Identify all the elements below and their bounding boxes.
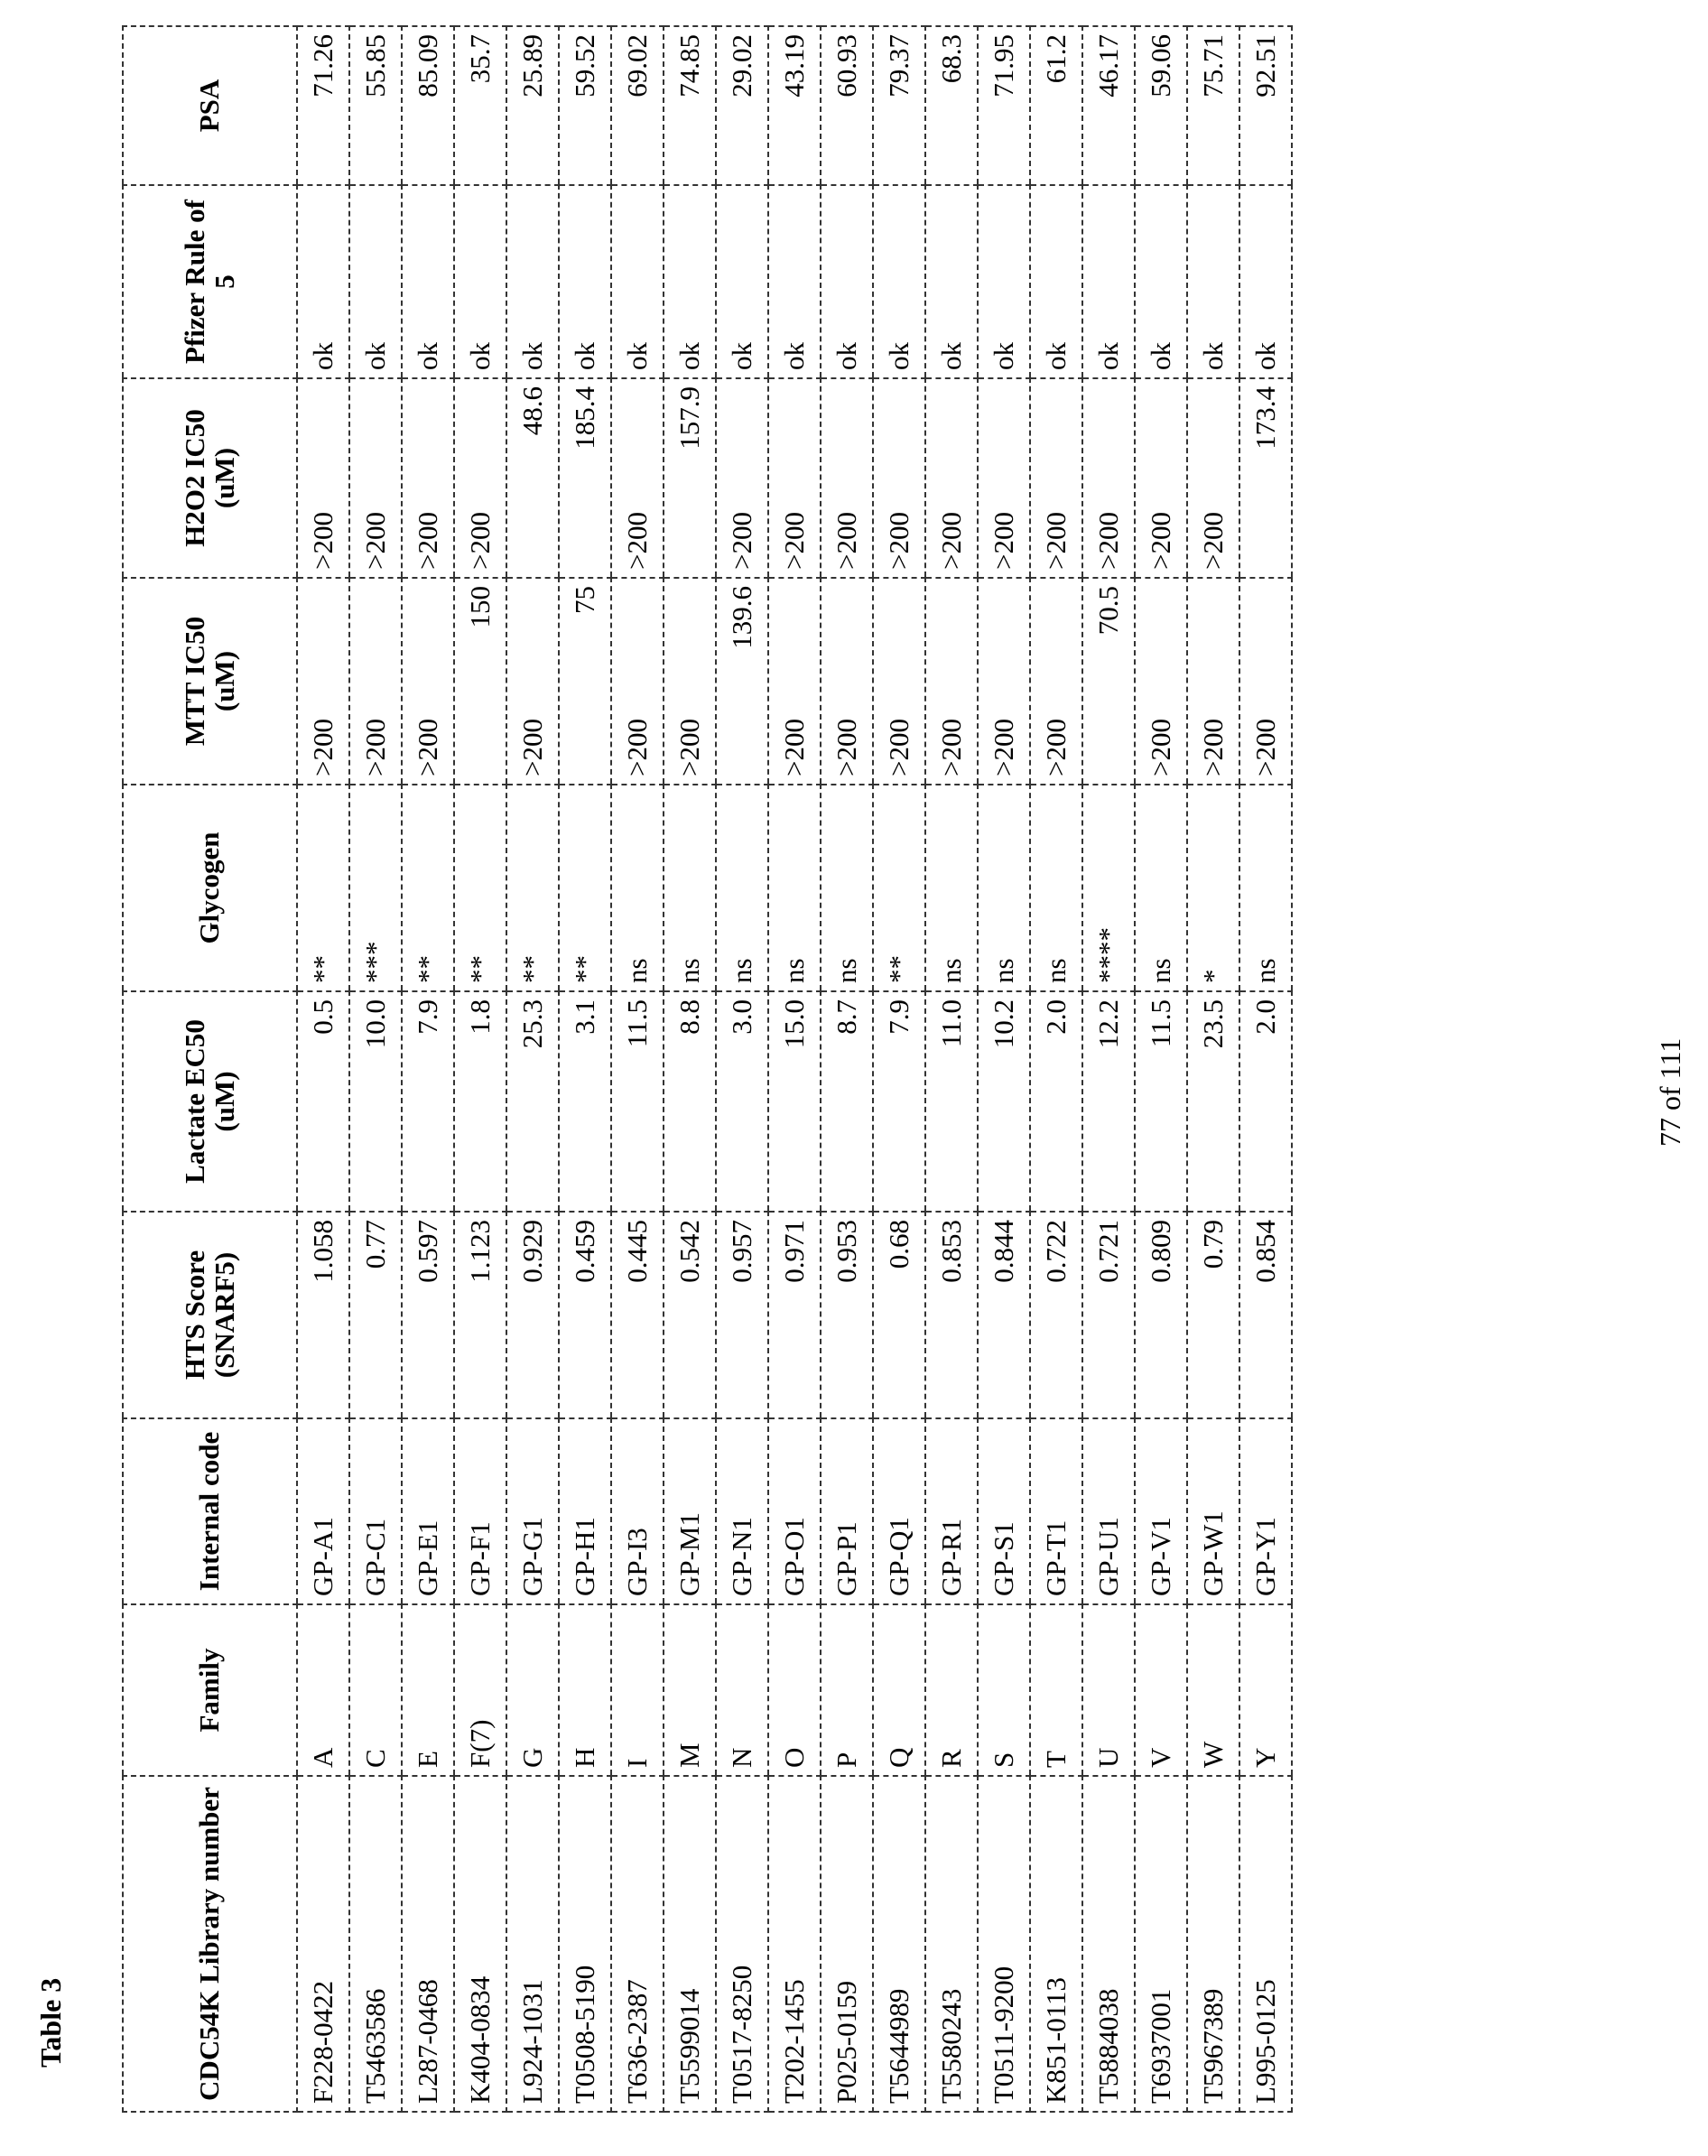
cell-library-number: T6937001 xyxy=(1135,1776,1187,2112)
cell-pfizer-rule-of-5: ok xyxy=(873,185,925,378)
cell-lactate-ec50: 0.5 xyxy=(297,991,349,1212)
cell-internal-code: GP-V1 xyxy=(1135,1418,1187,1604)
cell-hts-score: 0.79 xyxy=(1187,1212,1239,1418)
cell-internal-code: GP-G1 xyxy=(506,1418,559,1604)
cell-h2o2-ic50: >200 xyxy=(821,378,873,578)
cell-glycogen: ns xyxy=(1239,785,1292,991)
cell-pfizer-rule-of-5: ok xyxy=(506,185,559,378)
cell-psa: 55.85 xyxy=(349,26,402,185)
cell-mtt-ic50: >200 xyxy=(297,578,349,785)
cell-family: T xyxy=(1030,1604,1082,1776)
cell-internal-code: GP-W1 xyxy=(1187,1418,1239,1604)
cell-pfizer-rule-of-5: ok xyxy=(402,185,454,378)
cell-hts-score: 0.597 xyxy=(402,1212,454,1418)
cell-internal-code: GP-A1 xyxy=(297,1418,349,1604)
cell-psa: 75.71 xyxy=(1187,26,1239,185)
cell-psa: 68.3 xyxy=(925,26,978,185)
cell-h2o2-ic50: >200 xyxy=(768,378,821,578)
cell-psa: 59.06 xyxy=(1135,26,1187,185)
table-row xyxy=(454,26,506,2112)
cell-mtt-ic50: >200 xyxy=(1135,578,1187,785)
cell-h2o2-ic50: >200 xyxy=(1082,378,1135,578)
cell-lactate-ec50: 7.9 xyxy=(402,991,454,1212)
column-header-glycogen: Glycogen xyxy=(123,785,297,991)
cell-pfizer-rule-of-5: ok xyxy=(1082,185,1135,378)
cell-mtt-ic50: >200 xyxy=(768,578,821,785)
table-row xyxy=(873,26,925,2112)
cell-glycogen: ns xyxy=(768,785,821,991)
cell-hts-score: 0.721 xyxy=(1082,1212,1135,1418)
cell-library-number: T5463586 xyxy=(349,1776,402,2112)
cell-h2o2-ic50: >200 xyxy=(297,378,349,578)
cell-hts-score: 0.542 xyxy=(664,1212,716,1418)
cell-internal-code: GP-H1 xyxy=(559,1418,611,1604)
cell-h2o2-ic50: >200 xyxy=(716,378,768,578)
cell-h2o2-ic50: >200 xyxy=(611,378,664,578)
cell-family: E xyxy=(402,1604,454,1776)
cell-library-number: T202-1455 xyxy=(768,1776,821,2112)
cell-library-number: T0511-9200 xyxy=(978,1776,1030,2112)
cell-glycogen: ** xyxy=(559,785,611,991)
cell-hts-score: 0.929 xyxy=(506,1212,559,1418)
cell-internal-code: GP-T1 xyxy=(1030,1418,1082,1604)
cell-hts-score: 0.957 xyxy=(716,1212,768,1418)
cell-hts-score: 0.853 xyxy=(925,1212,978,1418)
cell-psa: 43.19 xyxy=(768,26,821,185)
cell-mtt-ic50: >200 xyxy=(402,578,454,785)
column-header-psa: PSA xyxy=(123,26,297,185)
cell-lactate-ec50: 11.5 xyxy=(611,991,664,1212)
cell-hts-score: 0.809 xyxy=(1135,1212,1187,1418)
cell-pfizer-rule-of-5: ok xyxy=(768,185,821,378)
cell-psa: 71.95 xyxy=(978,26,1030,185)
cell-pfizer-rule-of-5: ok xyxy=(1135,185,1187,378)
cell-lactate-ec50: 10.2 xyxy=(978,991,1030,1212)
table-row xyxy=(821,26,873,2112)
cell-psa: 35.7 xyxy=(454,26,506,185)
cell-mtt-ic50: >200 xyxy=(1187,578,1239,785)
table-row xyxy=(768,26,821,2112)
cell-glycogen: ** xyxy=(873,785,925,991)
cell-lactate-ec50: 3.0 xyxy=(716,991,768,1212)
cell-h2o2-ic50: 173.4 xyxy=(1239,378,1292,578)
cell-pfizer-rule-of-5: ok xyxy=(1239,185,1292,378)
cell-lactate-ec50: 8.7 xyxy=(821,991,873,1212)
cell-h2o2-ic50: 185.4 xyxy=(559,378,611,578)
table-row xyxy=(402,26,454,2112)
cell-family: R xyxy=(925,1604,978,1776)
cell-lactate-ec50: 10.0 xyxy=(349,991,402,1212)
column-header-hts-score: HTS Score (SNARF5) xyxy=(123,1212,297,1418)
cell-psa: 92.51 xyxy=(1239,26,1292,185)
cell-pfizer-rule-of-5: ok xyxy=(978,185,1030,378)
cell-library-number: T636-2387 xyxy=(611,1776,664,2112)
cell-glycogen: ns xyxy=(821,785,873,991)
cell-mtt-ic50: >200 xyxy=(925,578,978,785)
cell-hts-score: 1.123 xyxy=(454,1212,506,1418)
cell-psa: 46.17 xyxy=(1082,26,1135,185)
table-row xyxy=(506,26,559,2112)
cell-hts-score: 0.445 xyxy=(611,1212,664,1418)
cell-internal-code: GP-I3 xyxy=(611,1418,664,1604)
cell-family: Q xyxy=(873,1604,925,1776)
cell-glycogen: **** xyxy=(1082,785,1135,991)
cell-library-number: T0517-8250 xyxy=(716,1776,768,2112)
cell-psa: 85.09 xyxy=(402,26,454,185)
column-header-family: Family xyxy=(123,1604,297,1776)
column-header-mtt-ic50: MTT IC50 (uM) xyxy=(123,578,297,785)
cell-glycogen: ** xyxy=(454,785,506,991)
table-header-row xyxy=(123,26,297,2112)
cell-lactate-ec50: 12.2 xyxy=(1082,991,1135,1212)
cell-library-number: L924-1031 xyxy=(506,1776,559,2112)
column-header-lactate-ec50: Lactate EC50 (uM) xyxy=(123,991,297,1212)
table-title: Table 3 xyxy=(34,1978,68,2068)
cell-glycogen: ** xyxy=(506,785,559,991)
data-table xyxy=(122,25,1293,2113)
cell-glycogen: ns xyxy=(611,785,664,991)
table-row xyxy=(1239,26,1292,2112)
cell-internal-code: GP-O1 xyxy=(768,1418,821,1604)
cell-psa: 60.93 xyxy=(821,26,873,185)
cell-mtt-ic50: >200 xyxy=(873,578,925,785)
cell-h2o2-ic50: >200 xyxy=(873,378,925,578)
cell-h2o2-ic50: >200 xyxy=(925,378,978,578)
cell-internal-code: GP-R1 xyxy=(925,1418,978,1604)
cell-hts-score: 1.058 xyxy=(297,1212,349,1418)
table-row xyxy=(978,26,1030,2112)
cell-h2o2-ic50: 48.6 xyxy=(506,378,559,578)
cell-h2o2-ic50: >200 xyxy=(1135,378,1187,578)
cell-h2o2-ic50: >200 xyxy=(454,378,506,578)
cell-internal-code: GP-F1 xyxy=(454,1418,506,1604)
cell-hts-score: 0.77 xyxy=(349,1212,402,1418)
cell-library-number: T5884038 xyxy=(1082,1776,1135,2112)
cell-glycogen: *** xyxy=(349,785,402,991)
cell-glycogen: ** xyxy=(402,785,454,991)
cell-h2o2-ic50: >200 xyxy=(402,378,454,578)
cell-family: P xyxy=(821,1604,873,1776)
cell-lactate-ec50: 1.8 xyxy=(454,991,506,1212)
cell-hts-score: 0.459 xyxy=(559,1212,611,1418)
cell-pfizer-rule-of-5: ok xyxy=(716,185,768,378)
cell-library-number: K404-0834 xyxy=(454,1776,506,2112)
cell-psa: 71.26 xyxy=(297,26,349,185)
cell-mtt-ic50: >200 xyxy=(821,578,873,785)
cell-h2o2-ic50: >200 xyxy=(978,378,1030,578)
cell-pfizer-rule-of-5: ok xyxy=(821,185,873,378)
cell-library-number: T0508-5190 xyxy=(559,1776,611,2112)
cell-library-number: T5967389 xyxy=(1187,1776,1239,2112)
cell-lactate-ec50: 8.8 xyxy=(664,991,716,1212)
cell-glycogen: ns xyxy=(1030,785,1082,991)
cell-family: M xyxy=(664,1604,716,1776)
cell-hts-score: 0.844 xyxy=(978,1212,1030,1418)
cell-internal-code: GP-Y1 xyxy=(1239,1418,1292,1604)
cell-lactate-ec50: 15.0 xyxy=(768,991,821,1212)
table-row xyxy=(611,26,664,2112)
cell-family: H xyxy=(559,1604,611,1776)
cell-mtt-ic50: >200 xyxy=(1239,578,1292,785)
column-header-pfizer-rule-of-5: Pfizer Rule of 5 xyxy=(123,185,297,378)
cell-glycogen: ns xyxy=(978,785,1030,991)
cell-lactate-ec50: 2.0 xyxy=(1030,991,1082,1212)
cell-h2o2-ic50: >200 xyxy=(1187,378,1239,578)
cell-internal-code: GP-M1 xyxy=(664,1418,716,1604)
cell-lactate-ec50: 3.1 xyxy=(559,991,611,1212)
cell-family: A xyxy=(297,1604,349,1776)
cell-pfizer-rule-of-5: ok xyxy=(1187,185,1239,378)
cell-internal-code: GP-N1 xyxy=(716,1418,768,1604)
cell-glycogen: * xyxy=(1187,785,1239,991)
cell-internal-code: GP-Q1 xyxy=(873,1418,925,1604)
cell-psa: 61.2 xyxy=(1030,26,1082,185)
cell-h2o2-ic50: >200 xyxy=(1030,378,1082,578)
cell-hts-score: 0.68 xyxy=(873,1212,925,1418)
cell-internal-code: GP-P1 xyxy=(821,1418,873,1604)
cell-family: W xyxy=(1187,1604,1239,1776)
page-number: 77 of 111 xyxy=(1654,1038,1687,1147)
cell-lactate-ec50: 23.5 xyxy=(1187,991,1239,1212)
cell-lactate-ec50: 11.5 xyxy=(1135,991,1187,1212)
cell-library-number: L287-0468 xyxy=(402,1776,454,2112)
cell-library-number: T5599014 xyxy=(664,1776,716,2112)
cell-mtt-ic50: >200 xyxy=(611,578,664,785)
cell-psa: 59.52 xyxy=(559,26,611,185)
cell-pfizer-rule-of-5: ok xyxy=(664,185,716,378)
table-row xyxy=(664,26,716,2112)
cell-library-number: T5644989 xyxy=(873,1776,925,2112)
cell-internal-code: GP-C1 xyxy=(349,1418,402,1604)
cell-pfizer-rule-of-5: ok xyxy=(349,185,402,378)
cell-pfizer-rule-of-5: ok xyxy=(559,185,611,378)
data-table-container xyxy=(122,27,1259,2113)
table-row xyxy=(1187,26,1239,2112)
cell-pfizer-rule-of-5: ok xyxy=(925,185,978,378)
cell-internal-code: GP-E1 xyxy=(402,1418,454,1604)
column-header-library-number: CDC54K Library number xyxy=(123,1776,297,2112)
table-row xyxy=(1135,26,1187,2112)
cell-family: Y xyxy=(1239,1604,1292,1776)
cell-mtt-ic50: >200 xyxy=(978,578,1030,785)
cell-lactate-ec50: 11.0 xyxy=(925,991,978,1212)
cell-psa: 69.02 xyxy=(611,26,664,185)
table-row xyxy=(1030,26,1082,2112)
cell-family: G xyxy=(506,1604,559,1776)
cell-pfizer-rule-of-5: ok xyxy=(297,185,349,378)
cell-hts-score: 0.854 xyxy=(1239,1212,1292,1418)
table-row xyxy=(925,26,978,2112)
cell-h2o2-ic50: 157.9 xyxy=(664,378,716,578)
cell-mtt-ic50: >200 xyxy=(506,578,559,785)
cell-psa: 25.89 xyxy=(506,26,559,185)
cell-family: I xyxy=(611,1604,664,1776)
cell-family: F(7) xyxy=(454,1604,506,1776)
cell-library-number: K851-0113 xyxy=(1030,1776,1082,2112)
cell-hts-score: 0.953 xyxy=(821,1212,873,1418)
cell-glycogen: ns xyxy=(664,785,716,991)
cell-lactate-ec50: 25.3 xyxy=(506,991,559,1212)
cell-lactate-ec50: 2.0 xyxy=(1239,991,1292,1212)
cell-mtt-ic50: >200 xyxy=(1030,578,1082,785)
cell-psa: 74.85 xyxy=(664,26,716,185)
cell-mtt-ic50: >200 xyxy=(664,578,716,785)
cell-glycogen: ns xyxy=(1135,785,1187,991)
cell-family: U xyxy=(1082,1604,1135,1776)
cell-h2o2-ic50: >200 xyxy=(349,378,402,578)
cell-family: V xyxy=(1135,1604,1187,1776)
table-row xyxy=(349,26,402,2112)
cell-library-number: P025-0159 xyxy=(821,1776,873,2112)
cell-library-number: L995-0125 xyxy=(1239,1776,1292,2112)
cell-pfizer-rule-of-5: ok xyxy=(611,185,664,378)
table-row xyxy=(1082,26,1135,2112)
cell-psa: 79.37 xyxy=(873,26,925,185)
cell-mtt-ic50: 150 xyxy=(454,578,506,785)
cell-glycogen: ** xyxy=(297,785,349,991)
cell-internal-code: GP-S1 xyxy=(978,1418,1030,1604)
cell-internal-code: GP-U1 xyxy=(1082,1418,1135,1604)
cell-mtt-ic50: >200 xyxy=(349,578,402,785)
cell-lactate-ec50: 7.9 xyxy=(873,991,925,1212)
cell-hts-score: 0.722 xyxy=(1030,1212,1082,1418)
cell-library-number: T5580243 xyxy=(925,1776,978,2112)
column-header-internal-code: Internal code xyxy=(123,1418,297,1604)
cell-mtt-ic50: 75 xyxy=(559,578,611,785)
table-row xyxy=(716,26,768,2112)
cell-mtt-ic50: 70.5 xyxy=(1082,578,1135,785)
cell-family: N xyxy=(716,1604,768,1776)
column-header-h2o2-ic50: H2O2 IC50 (uM) xyxy=(123,378,297,578)
cell-psa: 29.02 xyxy=(716,26,768,185)
cell-glycogen: ns xyxy=(925,785,978,991)
cell-glycogen: ns xyxy=(716,785,768,991)
table-row xyxy=(297,26,349,2112)
cell-pfizer-rule-of-5: ok xyxy=(454,185,506,378)
cell-hts-score: 0.971 xyxy=(768,1212,821,1418)
table-row xyxy=(559,26,611,2112)
cell-pfizer-rule-of-5: ok xyxy=(1030,185,1082,378)
cell-family: C xyxy=(349,1604,402,1776)
cell-family: S xyxy=(978,1604,1030,1776)
cell-mtt-ic50: 139.6 xyxy=(716,578,768,785)
cell-library-number: F228-0422 xyxy=(297,1776,349,2112)
cell-family: O xyxy=(768,1604,821,1776)
